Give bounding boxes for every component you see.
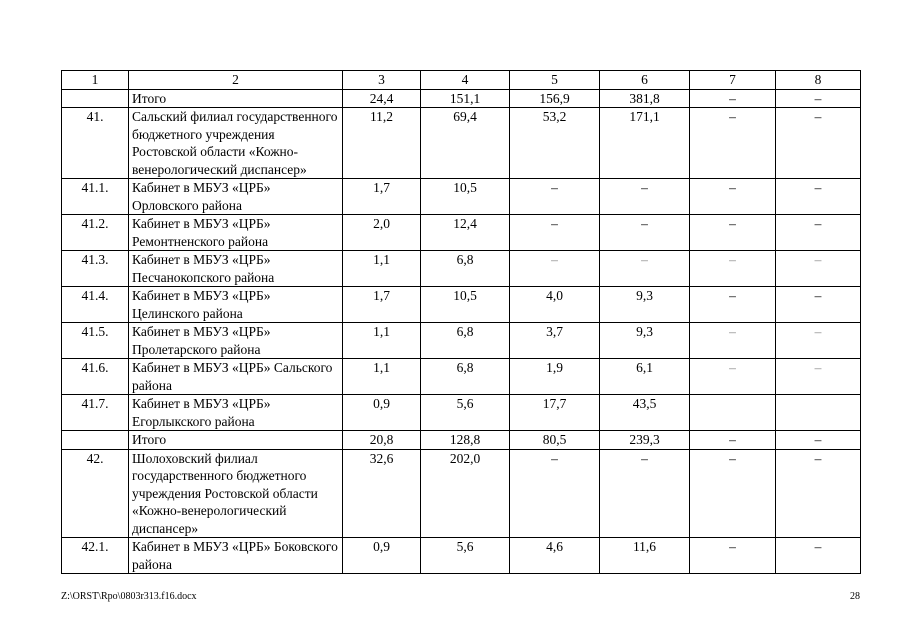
col6-cell: – <box>600 251 690 287</box>
col8-cell: – <box>776 179 861 215</box>
col7-cell: – <box>690 251 776 287</box>
col6-cell: 171,1 <box>600 108 690 179</box>
col3-cell: 0,9 <box>343 538 421 574</box>
col7-cell: – <box>690 89 776 108</box>
table-row <box>62 323 861 359</box>
col4-cell: 6,8 <box>421 251 510 287</box>
col5-cell: – <box>510 251 600 287</box>
name-cell: Кабинет в МБУЗ «ЦРБ» Пролетарского района <box>129 323 343 359</box>
col4-cell: 128,8 <box>421 431 510 450</box>
col7-cell: – <box>690 287 776 323</box>
col5-cell: 80,5 <box>510 431 600 450</box>
row-number-cell: 41.5. <box>62 323 129 359</box>
col4-cell: 10,5 <box>421 287 510 323</box>
col3-cell: 24,4 <box>343 89 421 108</box>
col3-cell: 32,6 <box>343 449 421 538</box>
col7-cell: – <box>690 449 776 538</box>
col4-cell: 6,8 <box>421 359 510 395</box>
table-row <box>62 179 861 215</box>
col8-cell: – <box>776 323 861 359</box>
col8-cell: – <box>776 215 861 251</box>
row-number-cell: 41.4. <box>62 287 129 323</box>
col6-cell: – <box>600 449 690 538</box>
name-cell: Шолоховский филиал государственного бюджетного учреждения Ростовской области «Кожно-венерологический диспансер» <box>129 449 343 538</box>
col4-cell: 5,6 <box>421 395 510 431</box>
table-row <box>62 108 861 179</box>
row-number-cell: 42. <box>62 449 129 538</box>
table-row <box>62 251 861 287</box>
col5-cell: – <box>510 449 600 538</box>
col4-cell: 5,6 <box>421 538 510 574</box>
name-cell: Кабинет в МБУЗ «ЦРБ» Боковского района <box>129 538 343 574</box>
col3-cell: 1,1 <box>343 323 421 359</box>
header-cell: 4 <box>421 71 510 90</box>
col5-cell: – <box>510 179 600 215</box>
col8-cell: – <box>776 251 861 287</box>
table-row <box>62 287 861 323</box>
col8-cell: – <box>776 89 861 108</box>
name-cell: Сальский филиал государственного бюджетного учреждения Ростовской области «Кожно-венерологический диспансер» <box>129 108 343 179</box>
col5-cell: 156,9 <box>510 89 600 108</box>
col5-cell: 17,7 <box>510 395 600 431</box>
col5-cell: 53,2 <box>510 108 600 179</box>
header-cell: 7 <box>690 71 776 90</box>
name-cell: Кабинет в МБУЗ «ЦРБ» Ремонтненского района <box>129 215 343 251</box>
name-cell: Кабинет в МБУЗ «ЦРБ» Целинского района <box>129 287 343 323</box>
col3-cell: 20,8 <box>343 431 421 450</box>
col8-cell: – <box>776 108 861 179</box>
col8-cell: – <box>776 287 861 323</box>
table-row <box>62 89 861 108</box>
col6-cell: 43,5 <box>600 395 690 431</box>
table-row <box>62 215 861 251</box>
row-number-cell: 41. <box>62 108 129 179</box>
table-row <box>62 449 861 538</box>
row-number-cell: 41.3. <box>62 251 129 287</box>
table-row <box>62 359 861 395</box>
data-table <box>61 70 861 574</box>
col3-cell: 1,7 <box>343 179 421 215</box>
header-row <box>62 71 861 90</box>
col6-cell: 9,3 <box>600 287 690 323</box>
col6-cell: 239,3 <box>600 431 690 450</box>
name-cell: Итого <box>129 89 343 108</box>
col8-cell: – <box>776 538 861 574</box>
row-number-cell: 41.1. <box>62 179 129 215</box>
row-number-cell: 41.6. <box>62 359 129 395</box>
col8-cell: – <box>776 431 861 450</box>
row-number-cell: 41.7. <box>62 395 129 431</box>
col7-cell: – <box>690 538 776 574</box>
col5-cell: – <box>510 215 600 251</box>
table-row <box>62 538 861 574</box>
footer-page-number: 28 <box>850 591 860 602</box>
footer-file-path: Z:\ORST\Rpo\0803r313.f16.docx <box>61 591 197 602</box>
col8-cell: – <box>776 359 861 395</box>
header-cell: 6 <box>600 71 690 90</box>
name-cell: Кабинет в МБУЗ «ЦРБ» Орловского района <box>129 179 343 215</box>
row-number-cell <box>62 89 129 108</box>
header-cell: 3 <box>343 71 421 90</box>
col4-cell: 151,1 <box>421 89 510 108</box>
col7-cell: – <box>690 179 776 215</box>
table-row <box>62 395 861 431</box>
name-cell: Кабинет в МБУЗ «ЦРБ» Песчанокопского района <box>129 251 343 287</box>
col4-cell: 69,4 <box>421 108 510 179</box>
table-row <box>62 431 861 450</box>
col6-cell: 6,1 <box>600 359 690 395</box>
col3-cell: 1,1 <box>343 359 421 395</box>
col5-cell: 4,6 <box>510 538 600 574</box>
row-number-cell: 42.1. <box>62 538 129 574</box>
col6-cell: 9,3 <box>600 323 690 359</box>
header-cell: 2 <box>129 71 343 90</box>
col7-cell: – <box>690 215 776 251</box>
col5-cell: 4,0 <box>510 287 600 323</box>
col7-cell: – <box>690 359 776 395</box>
col8-cell: – <box>776 449 861 538</box>
name-cell: Кабинет в МБУЗ «ЦРБ» Сальского района <box>129 359 343 395</box>
col4-cell: 12,4 <box>421 215 510 251</box>
col6-cell: 11,6 <box>600 538 690 574</box>
col3-cell: 2,0 <box>343 215 421 251</box>
col7-cell: – <box>690 108 776 179</box>
col6-cell: 381,8 <box>600 89 690 108</box>
col8-cell <box>776 395 861 431</box>
name-cell: Кабинет в МБУЗ «ЦРБ» Егорлыкского района <box>129 395 343 431</box>
col4-cell: 202,0 <box>421 449 510 538</box>
col3-cell: 11,2 <box>343 108 421 179</box>
header-cell: 5 <box>510 71 600 90</box>
col7-cell: – <box>690 323 776 359</box>
col3-cell: 1,7 <box>343 287 421 323</box>
col5-cell: 1,9 <box>510 359 600 395</box>
col5-cell: 3,7 <box>510 323 600 359</box>
col6-cell: – <box>600 179 690 215</box>
col7-cell <box>690 395 776 431</box>
col6-cell: – <box>600 215 690 251</box>
header-cell: 8 <box>776 71 861 90</box>
header-cell: 1 <box>62 71 129 90</box>
col7-cell: – <box>690 431 776 450</box>
col4-cell: 10,5 <box>421 179 510 215</box>
col4-cell: 6,8 <box>421 323 510 359</box>
row-number-cell: 41.2. <box>62 215 129 251</box>
name-cell: Итого <box>129 431 343 450</box>
col3-cell: 1,1 <box>343 251 421 287</box>
col3-cell: 0,9 <box>343 395 421 431</box>
row-number-cell <box>62 431 129 450</box>
